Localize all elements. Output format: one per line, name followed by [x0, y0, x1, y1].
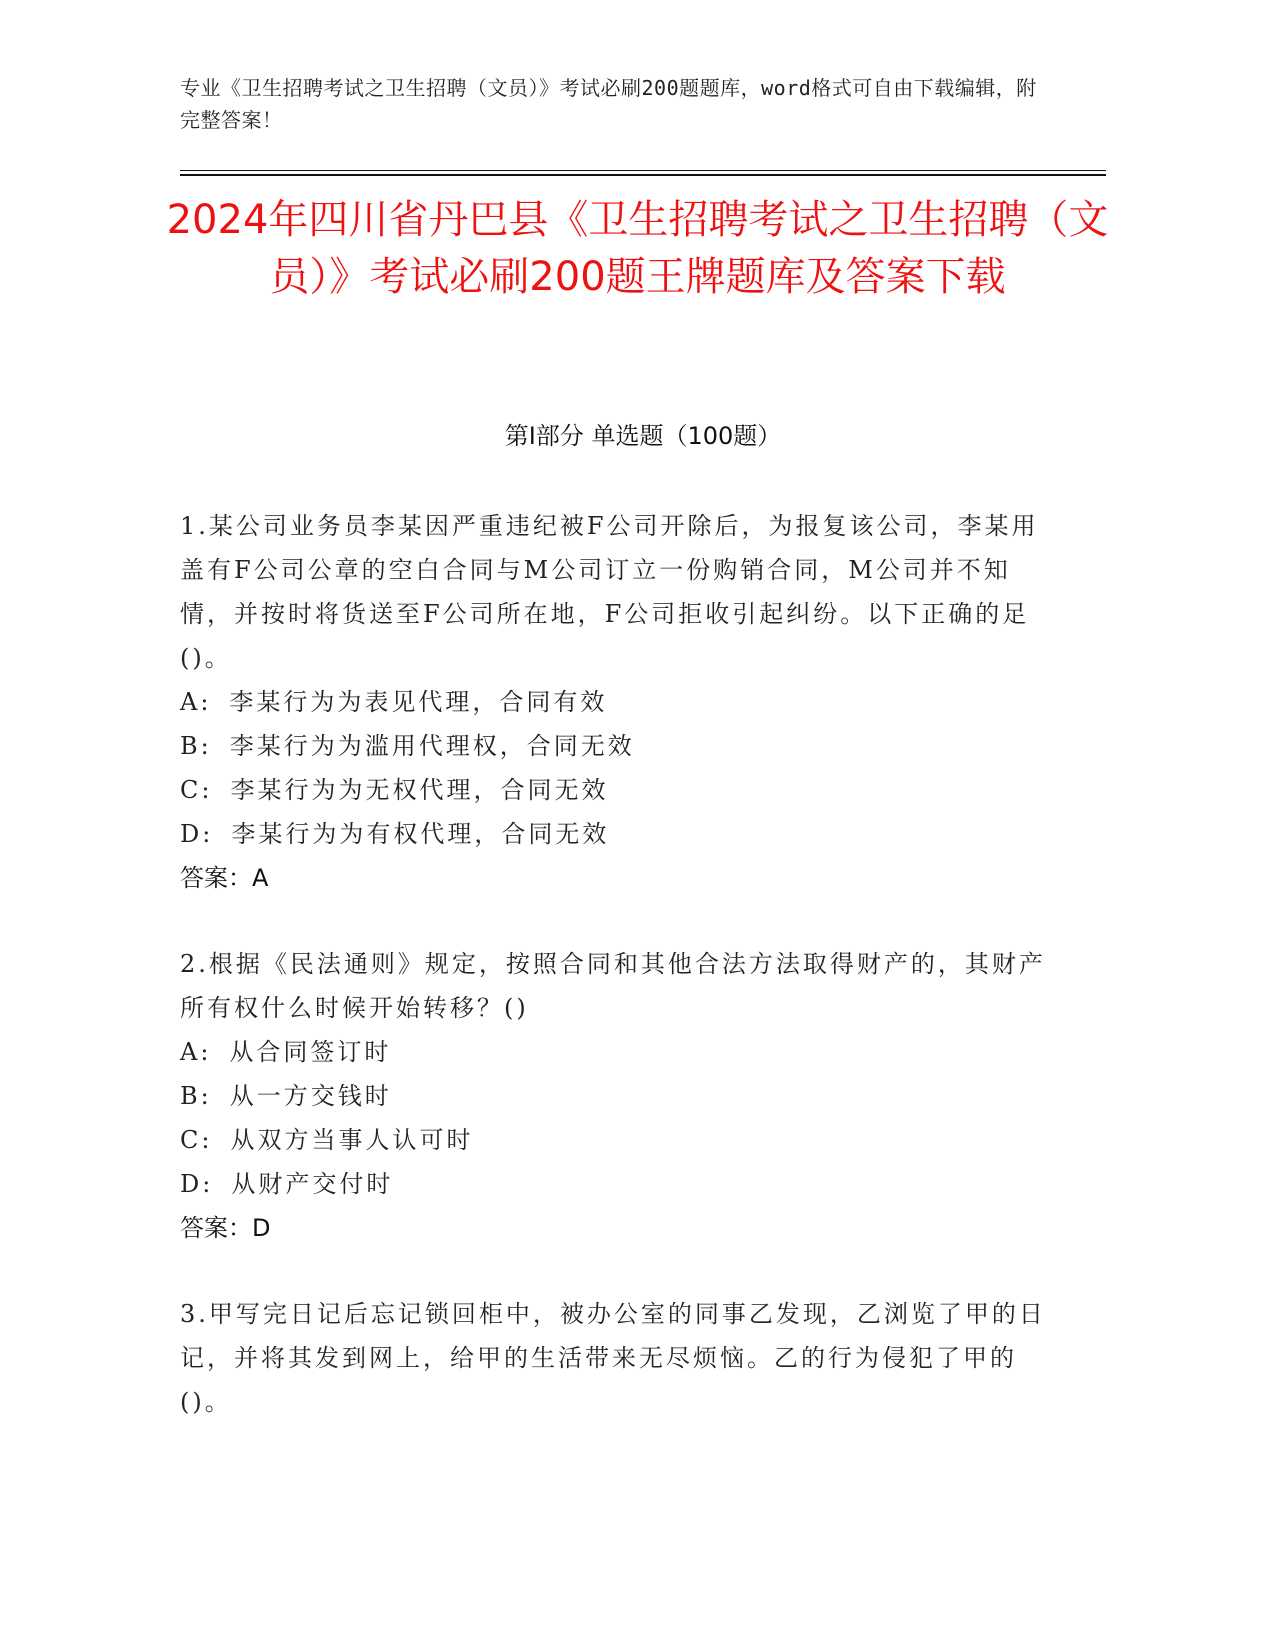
option-c	[180, 1118, 1050, 1162]
answer-line: 答案：A	[180, 864, 269, 892]
document-title: 2024年四川省丹巴县《卫生招聘考试之卫生招聘（文员）》考试必刷200题王牌题库及答案下载	[166, 197, 1109, 300]
option-text: 李某行为为有权代理，合同无效	[231, 820, 610, 848]
header-note: 专业《卫生招聘考试之卫生招聘（文员）》考试必刷200题题库，word格式可自由下载编辑，附完整答案！	[180, 76, 1037, 132]
option-d	[180, 812, 1050, 856]
answer-line: 答案：D	[180, 1214, 271, 1242]
question-3	[180, 1292, 1050, 1424]
option-a	[180, 680, 1050, 724]
option-key: D:	[180, 820, 214, 848]
option-key: B:	[180, 1082, 212, 1110]
header-divider-thin	[180, 170, 1106, 171]
option-b	[180, 724, 1050, 768]
option-text: 从合同签订时	[229, 1038, 392, 1066]
option-key: A:	[180, 688, 212, 716]
option-b	[180, 1074, 1050, 1118]
option-text: 从双方当事人认可时	[230, 1126, 474, 1154]
section-heading: 第Ⅰ部分 单选题（100题）	[504, 422, 782, 450]
option-text: 李某行为为表见代理，合同有效	[229, 688, 608, 716]
option-key: C:	[180, 776, 213, 804]
option-text: 从一方交钱时	[229, 1082, 392, 1110]
question-stem: 1.某公司业务员李某因严重违纪被F公司开除后，为报复该公司，李某用盖有F公司公章的空白合同与M公司订立一份购销合同，M公司并不知情，并按时将货送至F公司所在地，F公司拒收引起纠纷。以下正确的足()。	[180, 512, 1039, 672]
option-d	[180, 1162, 1050, 1206]
option-a	[180, 1030, 1050, 1074]
option-text: 从财产交付时	[231, 1170, 394, 1198]
option-key: D:	[180, 1170, 214, 1198]
option-key: C:	[180, 1126, 213, 1154]
option-key: B:	[180, 732, 212, 760]
option-text: 李某行为为无权代理，合同无效	[230, 776, 609, 804]
option-c	[180, 768, 1050, 812]
question-stem: 2.根据《民法通则》规定，按照合同和其他合法方法取得财产的，其财产所有权什么时候开始转移？()	[180, 950, 1046, 1022]
option-text: 李某行为为滥用代理权，合同无效	[229, 732, 635, 760]
question-list	[180, 504, 1050, 1466]
question-2	[180, 942, 1050, 1250]
header-divider-thick	[180, 174, 1106, 176]
option-key: A:	[180, 1038, 212, 1066]
question-stem: 3.甲写完日记后忘记锁回柜中，被办公室的同事乙发现，乙浏览了甲的日记，并将其发到网上，给甲的生活带来无尽烦恼。乙的行为侵犯了甲的()。	[180, 1300, 1046, 1416]
question-1	[180, 504, 1050, 900]
